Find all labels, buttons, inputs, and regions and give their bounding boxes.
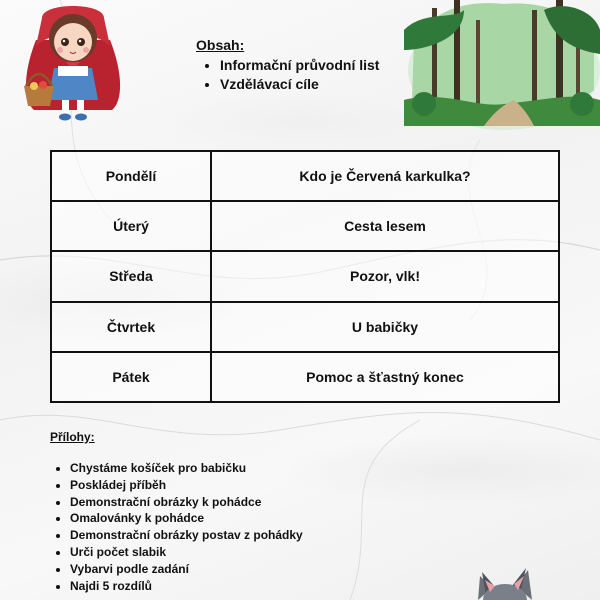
day-cell: Čtvrtek — [51, 302, 211, 352]
list-item: • Chystáme košíček pro babičku — [70, 460, 303, 477]
list-item: • Demonstrační obrázky postav z pohádky — [70, 527, 303, 544]
day-cell: Pátek — [51, 352, 211, 402]
table-row — [51, 302, 559, 352]
table-row — [51, 352, 559, 402]
topic-cell: Kdo je Červená karkulka? — [211, 151, 559, 201]
contents-list — [196, 56, 379, 94]
contents-item: • Vzdělávací cíle — [220, 75, 379, 94]
day-cell: Pondělí — [51, 151, 211, 201]
attachments-section — [50, 430, 303, 594]
topic-cell: U babičky — [211, 302, 559, 352]
day-cell: Středa — [51, 251, 211, 301]
list-item: • Vybarvi podle zadání — [70, 561, 303, 578]
table-row — [51, 201, 559, 251]
day-cell: Úterý — [51, 201, 211, 251]
list-item: • Poskládej příběh — [70, 477, 303, 494]
attachments-list — [50, 460, 303, 594]
list-item: • Omalovánky k pohádce — [70, 510, 303, 527]
topic-cell: Pozor, vlk! — [211, 251, 559, 301]
table-row — [51, 251, 559, 301]
table-row — [51, 151, 559, 201]
topic-cell: Pomoc a šťastný konec — [211, 352, 559, 402]
weekly-schedule-table — [50, 150, 560, 403]
attachments-title: Přílohy: — [50, 430, 95, 444]
list-item: • Urči počet slabik — [70, 544, 303, 561]
forest-illustration — [404, 0, 600, 132]
list-item: • Najdi 5 rozdílů — [70, 578, 303, 595]
red-riding-hood-illustration — [14, 0, 132, 126]
contents-title: Obsah: — [196, 37, 245, 53]
list-item: • Demonstrační obrázky k pohádce — [70, 494, 303, 511]
contents-item: • Informační průvodní list — [220, 56, 379, 75]
contents-section — [196, 37, 379, 94]
wolf-illustration — [470, 566, 540, 600]
topic-cell: Cesta lesem — [211, 201, 559, 251]
